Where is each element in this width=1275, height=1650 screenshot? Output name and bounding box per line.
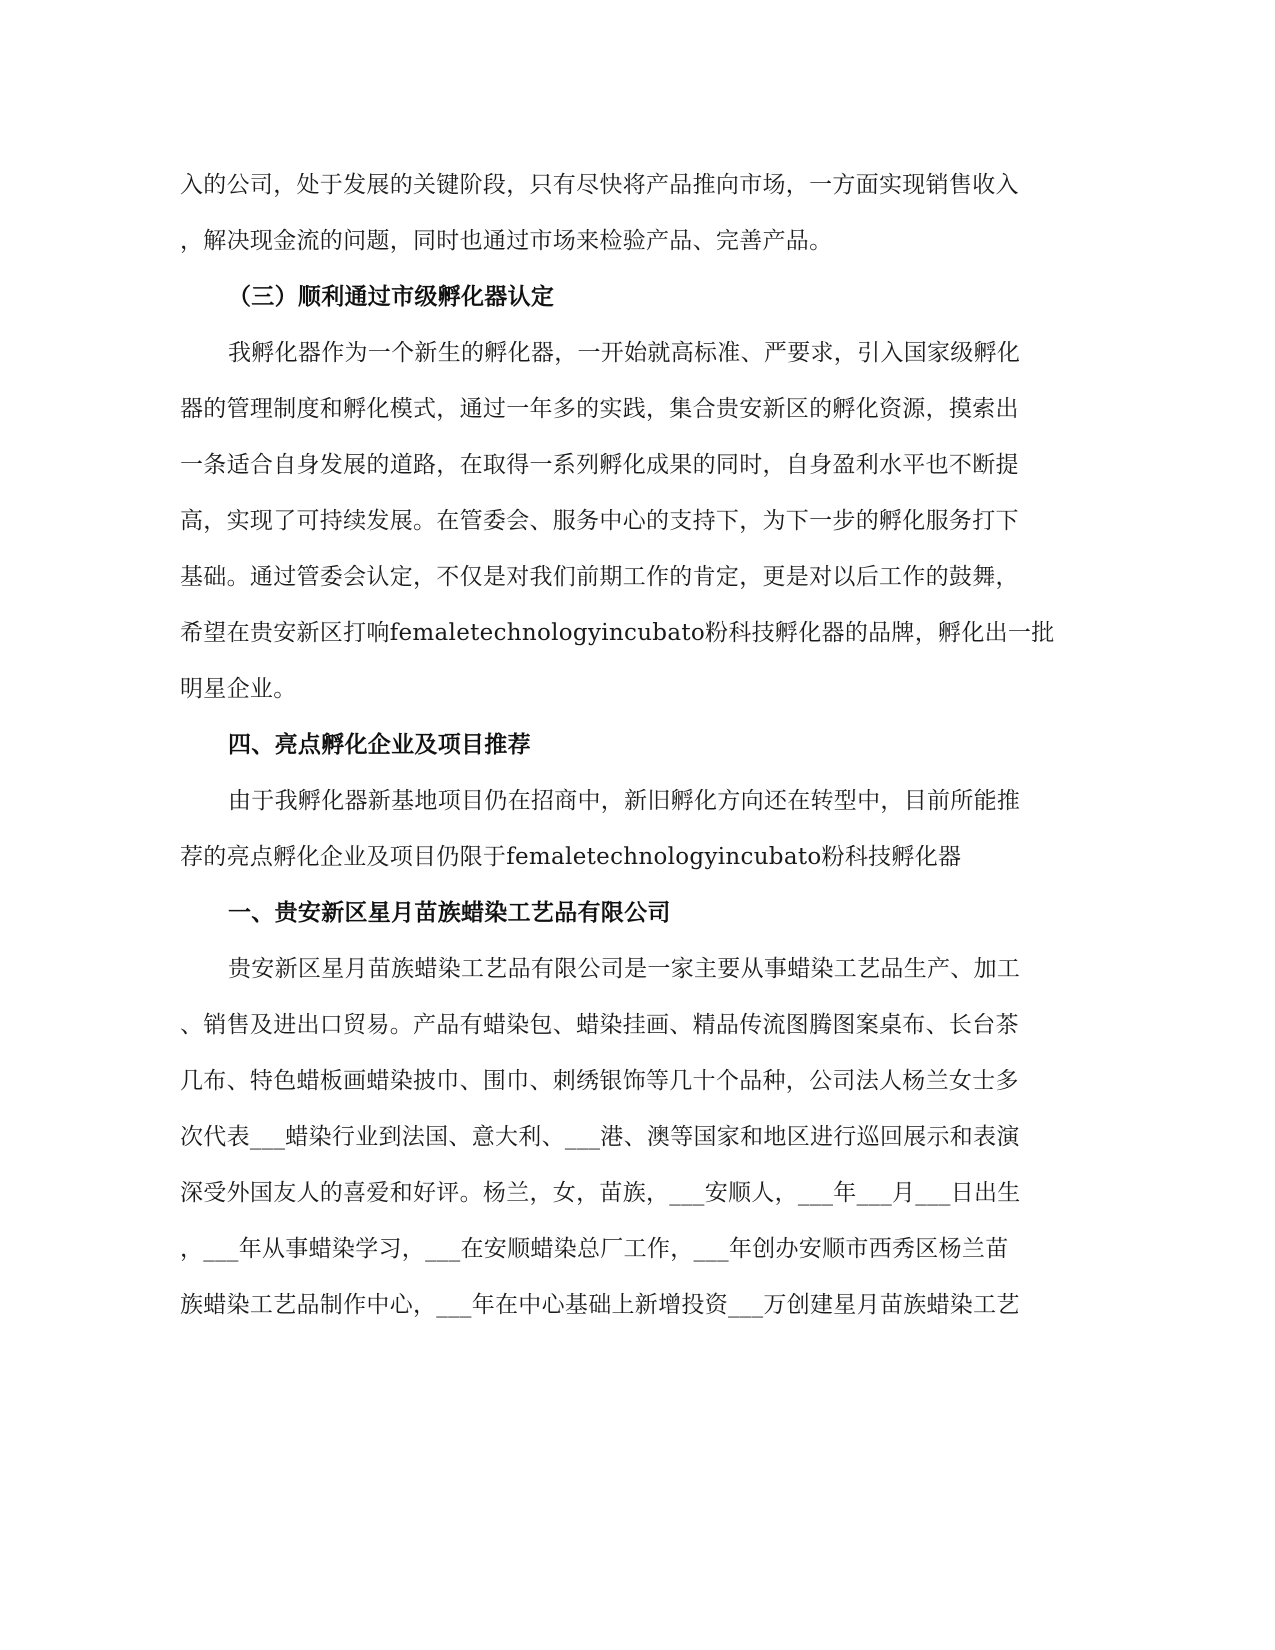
paragraph-line: 我孵化器作为一个新生的孵化器，一开始就高标准、严要求，引入国家级孵化	[228, 340, 1021, 366]
paragraph-line: ，解决现金流的问题，同时也通过市场来检验产品、完善产品。	[180, 228, 833, 254]
paragraph-line: 器的管理制度和孵化模式，通过一年多的实践，集合贵安新区的孵化资源，摸索出	[180, 396, 1019, 422]
section-heading: 四、亮点孵化企业及项目推荐	[228, 732, 531, 758]
paragraph-line: 一条适合自身发展的道路，在取得一系列孵化成果的同时，自身盈利水平也不断提	[180, 452, 1019, 478]
paragraph-line: 高，实现了可持续发展。在管委会、服务中心的支持下，为下一步的孵化服务打下	[180, 508, 1019, 534]
paragraph-line: 次代表___蜡染行业到法国、意大利、___港、澳等国家和地区进行巡回展示和表演	[180, 1124, 1020, 1150]
paragraph-line: ，___年从事蜡染学习，___在安顺蜡染总厂工作，___年创办安顺市西秀区杨兰苗	[180, 1236, 1009, 1262]
paragraph-line: 深受外国友人的喜爱和好评。杨兰，女，苗族，___安顺人，___年___月___日出生	[180, 1180, 1021, 1206]
paragraph-line: 几布、特色蜡板画蜡染披巾、围巾、刺绣银饰等几十个品种，公司法人杨兰女士多	[180, 1068, 1019, 1094]
paragraph-line: 族蜡染工艺品制作中心，___年在中心基础上新增投资___万创建星月苗族蜡染工艺	[180, 1292, 1020, 1318]
paragraph-line: 、销售及进出口贸易。产品有蜡染包、蜡染挂画、精品传流图腾图案桌布、长台茶	[180, 1012, 1019, 1038]
paragraph-line: 贵安新区星月苗族蜡染工艺品有限公司是一家主要从事蜡染工艺品生产、加工	[228, 956, 1021, 982]
paragraph-line: 基础。通过管委会认定，不仅是对我们前期工作的肯定，更是对以后工作的鼓舞，	[180, 564, 1019, 590]
paragraph-line: 希望在贵安新区打响femaletechnologyincubato粉科技孵化器的品牌，孵化出一批	[180, 620, 1055, 646]
paragraph-line: 由于我孵化器新基地项目仍在招商中，新旧孵化方向还在转型中，目前所能推	[228, 788, 1021, 814]
paragraph-line: 荐的亮点孵化企业及项目仍限于femaletechnologyincubato粉科技孵化器	[180, 844, 962, 870]
paragraph-line: 明星企业。	[180, 676, 297, 702]
paragraph-line: 入的公司，处于发展的关键阶段，只有尽快将产品推向市场，一方面实现销售收入	[180, 172, 1019, 198]
section-heading: 一、贵安新区星月苗族蜡染工艺品有限公司	[228, 900, 671, 926]
section-heading: （三）顺利通过市级孵化器认定	[228, 284, 555, 310]
